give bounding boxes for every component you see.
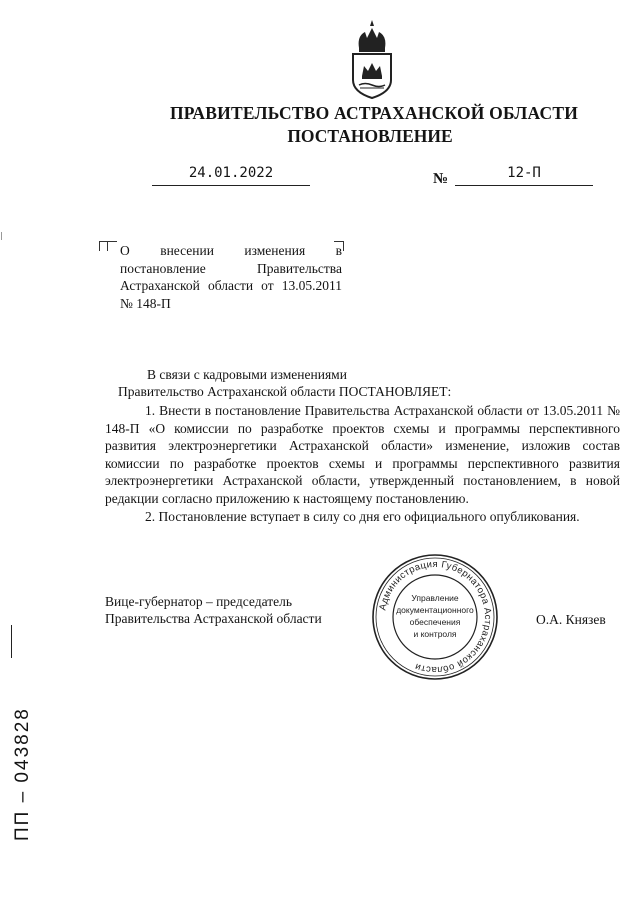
- stamp-center-line: и контроля: [413, 629, 457, 639]
- signatory-title-line-2: Правительства Астраханской области: [105, 611, 322, 626]
- intro-line-2: Правительство Астраханской области ПОСТАНОВЛЯЕТ:: [118, 384, 452, 399]
- document-date: 24.01.2022: [188, 165, 274, 181]
- form-serial-number: ПП – 043828: [12, 707, 33, 841]
- document-type: ПОСТАНОВЛЕНИЕ: [287, 126, 453, 146]
- signatory-name: О.А. Князев: [536, 612, 606, 627]
- number-underline: [455, 185, 593, 186]
- item-2: 2. Постановление вступает в силу со дня его официального опубликования.: [145, 508, 580, 524]
- document-body: [105, 402, 620, 525]
- stamp-center-line: обеспечения: [409, 617, 461, 627]
- stamp-center-line: документационного: [396, 605, 474, 615]
- stamp-center-line: Управление: [411, 593, 459, 603]
- document-subject: О внесении изменения в постановление Правительства Астраханской области от 13.05.2011 № 148-П: [120, 243, 342, 311]
- stamp-ring-text: Администрация Губернатора Астраханской области: [377, 558, 494, 676]
- date-underline: [152, 185, 310, 186]
- official-stamp: [371, 553, 499, 681]
- item-1: 1. Внести в постановление Правительства Астраханской области от 13.05.2011 № 148-П «О комиссии по разработке проектов схемы и программы перспективного развития электроэнергетики Астраханской области» изменение, изложив состав комиссии по разработке проектов схемы и программы перспективного развития электроэнергетики Астраханской области, утвержденный постановлением, в новой редакции согласно приложению к настоящему постановлению.: [105, 403, 620, 506]
- number-sign: №: [433, 171, 449, 187]
- coat-of-arms-emblem: [347, 18, 397, 100]
- signatory-title-line-1: Вице-губернатор – председатель: [105, 594, 292, 609]
- subject-corner-mark: [107, 241, 117, 251]
- organization-title: ПРАВИТЕЛЬСТВО АСТРАХАНСКОЙ ОБЛАСТИ: [169, 103, 579, 123]
- document-number: 12-П: [507, 165, 541, 181]
- margin-mark: [11, 625, 12, 658]
- margin-mark: [1, 232, 2, 240]
- intro-line-1: В связи с кадровыми изменениями: [147, 367, 347, 382]
